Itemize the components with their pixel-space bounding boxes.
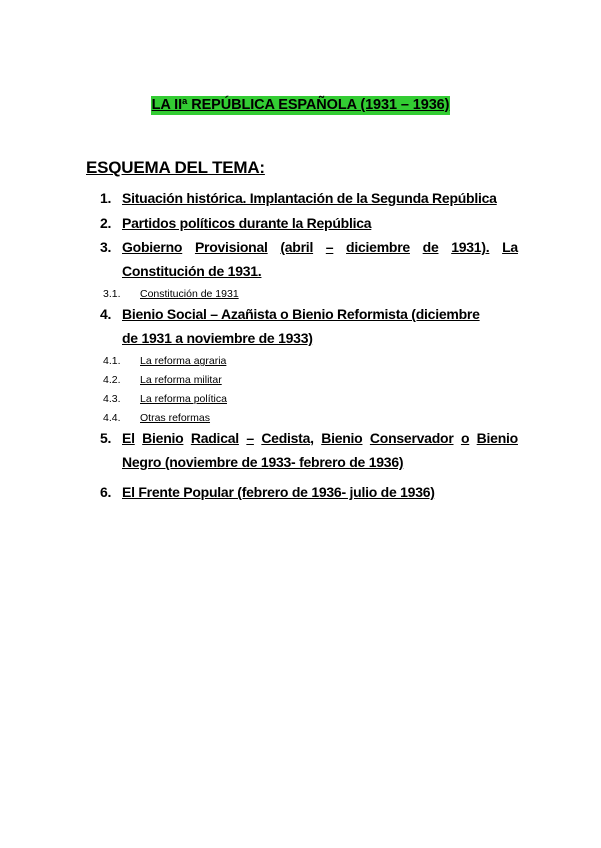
word: Bienio [476, 430, 518, 446]
item-text-line-justified [122, 235, 518, 259]
subitem-text: La reforma militar [140, 374, 222, 386]
word: Radical [190, 430, 239, 446]
word: diciembre [346, 239, 410, 255]
word: Gobierno [122, 239, 183, 255]
subitem-number: 4.1. [103, 355, 121, 367]
title-container [0, 96, 601, 115]
item-text-line-justified [122, 426, 518, 450]
item-number: 3. [100, 239, 112, 255]
item-text: El Frente Popular (febrero de 1936- julio de 1936) [122, 484, 435, 500]
word: 1931). [451, 239, 490, 255]
subitem-number: 3.1. [103, 288, 121, 300]
item-text-line: Bienio Social – Azañista o Bienio Reformista (diciembre [122, 306, 480, 322]
item-text: Situación histórica. Implantación de la Segunda República [122, 190, 497, 206]
word: Bienio [321, 430, 363, 446]
subitem-number: 4.2. [103, 374, 121, 386]
word: La [502, 239, 518, 255]
word: Provisional [194, 239, 268, 255]
item-number: 6. [100, 484, 112, 500]
item-number: 2. [100, 215, 112, 231]
word: o [460, 430, 470, 446]
word: de [422, 239, 439, 255]
subitem-text: La reforma política [140, 393, 227, 405]
item-text-line: Constitución de 1931. [122, 263, 262, 279]
word: Conservador [369, 430, 454, 446]
subitem-number: 4.4. [103, 412, 121, 424]
item-number: 1. [100, 190, 112, 206]
word: – [246, 430, 254, 446]
subitem-text: Otras reformas [140, 412, 211, 424]
word: Cedista, [261, 430, 314, 446]
item-text: Partidos políticos durante la República [122, 215, 372, 231]
word: Bienio [142, 430, 184, 446]
subitem-text: Constitución de 1931 [140, 288, 239, 300]
word: El [122, 430, 135, 446]
word: (abril [280, 239, 314, 255]
section-heading: ESQUEMA DEL TEMA: [86, 158, 265, 177]
subitem-number: 4.3. [103, 393, 121, 405]
subitem-text: La reforma agraria [140, 355, 227, 367]
item-text-line: Negro (noviembre de 1933- febrero de 1936) [122, 454, 404, 470]
item-text-line: de 1931 a noviembre de 1933) [122, 330, 313, 346]
item-number: 4. [100, 306, 112, 322]
item-number: 5. [100, 430, 112, 446]
word: – [325, 239, 334, 255]
document-title: LA IIª REPÚBLICA ESPAÑOLA (1931 – 1936) [151, 97, 450, 113]
